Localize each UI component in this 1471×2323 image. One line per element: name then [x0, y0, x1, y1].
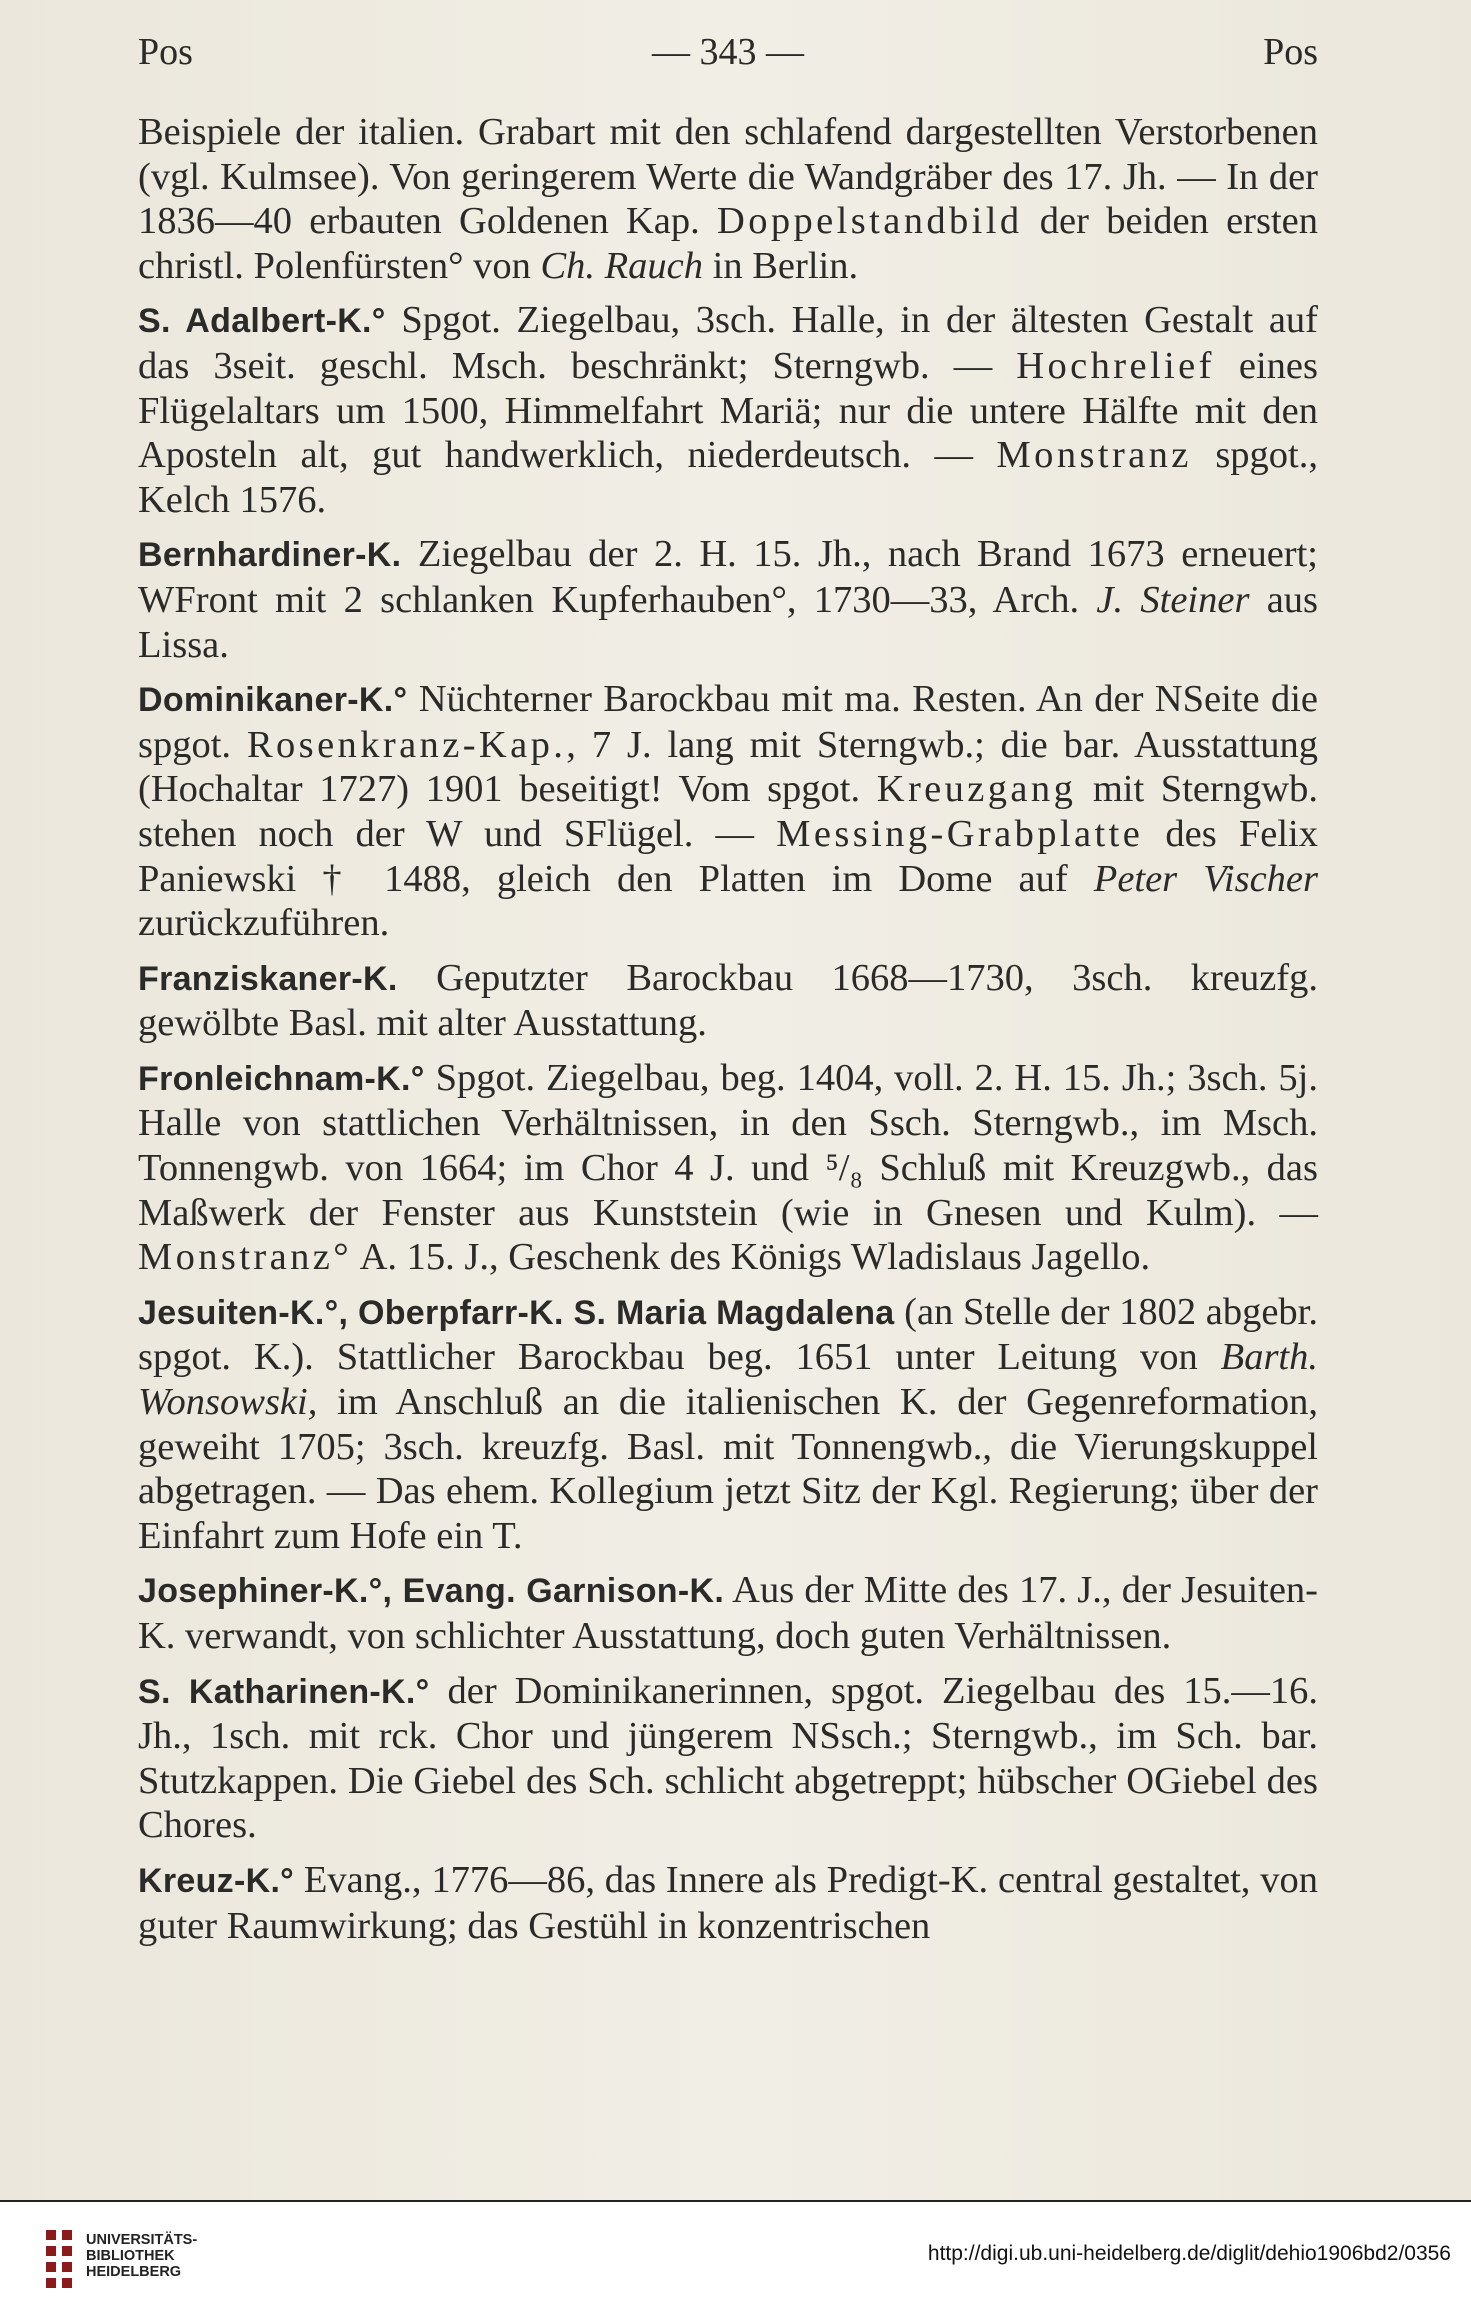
page-number: — 343 — [652, 31, 804, 73]
entry-title: Kreuz-K.° [138, 1861, 295, 1900]
header-right: Pos [1263, 31, 1318, 73]
entry-title: Bernhardiner-K. [138, 536, 402, 575]
entry-title: Josephiner-K.°, Evang. Garnison-K. [138, 1572, 725, 1611]
entry-katharinen: S. Katharinen-K.° der Dominikanerinnen, spgot. Ziegelbau des 15.—16. Jh., 1sch. mit rck. Chor und jüngerem NSsch.; Sterngwb., im Sch. bar. Stutzkappen. Die Giebel des Sch. schlicht abgetreppt; hübscher OGiebel des Chores. [138, 1669, 1318, 1847]
header-left: Pos [138, 31, 193, 73]
entry-josephiner: Josephiner-K.°, Evang. Garnison-K. Aus der Mitte des 17. J., der Jesuiten-K. verwandt, von schlichter Ausstattung, doch guten Verhältnissen. [138, 1569, 1318, 1657]
entry-adalbert: S. Adalbert-K.° Spgot. Ziegelbau, 3sch. Halle, in der ältesten Gestalt auf das 3seit. geschl. Msch. beschränkt; Sterngwb. — Hochrelief eines Flügelaltars um 1500, Himmelfahrt Mariä; nur die untere Hälfte mit den Aposteln alt, gut handwerklich, niederdeutsch. — Monstranz spgot., Kelch 1576. [138, 299, 1319, 521]
entry-title: Franziskaner-K. [138, 959, 398, 998]
page-body [138, 110, 1318, 1958]
entry-title: S. Adalbert-K.° [138, 302, 386, 341]
entry-kreuz: Kreuz-K.° Evang., 1776—86, das Innere als Predigt-K. central gestaltet, von guter Raumwirkung; das Gestühl in konzentrischen [138, 1858, 1318, 1947]
source-url-link[interactable]: http://digi.ub.uni-heidelberg.de/diglit/dehio1906bd2/0356 [927, 2242, 1451, 2265]
entry-title: S. Katharinen-K.° [138, 1672, 430, 1711]
paragraph-intro: Beispiele der italien. Grabart mit den schlafend dargestellten Verstorbenen (vgl. Kulmsee). Von geringerem Werte die Wandgräber des 17. Jh. — In der 1836—40 erbauten Goldenen Kap. Doppelstandbild der beiden ersten christl. Polenfürsten° von Ch. Rauch in Berlin. [138, 111, 1318, 287]
entry-title: Dominikaner-K.° [138, 681, 408, 720]
entry-fronleichnam: Fronleichnam-K.° Spgot. Ziegelbau, beg. 1404, voll. 2. H. 15. Jh.; 3sch. 5j. Halle von stattlichen Verhältnissen, in den Ssch. Sterngwb., im Msch. Tonnengwb. von 1664; im Chor 4 J. und ⁵/₈ Schluß mit Kreuzgwb., das Maßwerk der Fenster aus Kunststein (wie in Gnesen und Kulm). — Monstranz° A. 15. J., Geschenk des Königs Wladislaus Jagello. [138, 1056, 1318, 1279]
digitization-footer [0, 2200, 1471, 2323]
entry-title: Fronleichnam-K.° [138, 1059, 425, 1098]
entry-franziskaner: Franziskaner-K. Geputzter Barockbau 1668—1730, 3sch. kreuzfg. gewölbte Basl. mit alter Ausstattung. [138, 956, 1318, 1045]
running-header [138, 30, 1318, 90]
entry-dominikaner: Dominikaner-K.° Nüchterner Barockbau mit ma. Resten. An der NSeite die spgot. Rosenkranz-Kap., 7 J. lang mit Sterngwb.; die bar. Ausstattung (Hochaltar 1727) 1901 beseitigt! Vom spgot. Kreuzgang mit Sterngwb. stehen noch der W und SFlügel. — Messing-Grabplatte des Felix Paniewski † 1488, gleich den Platten im Dome auf Peter Vischer zurückzuführen. [138, 678, 1318, 945]
entry-bernhardiner: Bernhardiner-K. Ziegelbau der 2. H. 15. Jh., nach Brand 1673 erneuert; WFront mit 2 schlanken Kupferhauben°, 1730—33, Arch. J. Steiner aus Lissa. [138, 533, 1319, 666]
entry-title: Jesuiten-K.°, Oberpfarr-K. S. Maria Magdalena [138, 1293, 895, 1332]
library-name: UNIVERSITÄTS- BIBLIOTHEK HEIDELBERG [86, 2232, 198, 2280]
library-logo-icon [44, 2228, 76, 2294]
entry-jesuiten: Jesuiten-K.°, Oberpfarr-K. S. Maria Magdalena (an Stelle der 1802 abgebr. spgot. K.). Stattlicher Barockbau beg. 1651 unter Leitung von Barth. Wonsowski, im Anschluß an die italienischen K. der Gegenreformation, geweiht 1705; 3sch. kreuzfg. Basl. mit Tonnengwb., die Vierungskuppel abgetragen. — Das ehem. Kollegium jetzt Sitz der Kgl. Regierung; über der Einfahrt zum Hofe ein T. [138, 1290, 1318, 1557]
